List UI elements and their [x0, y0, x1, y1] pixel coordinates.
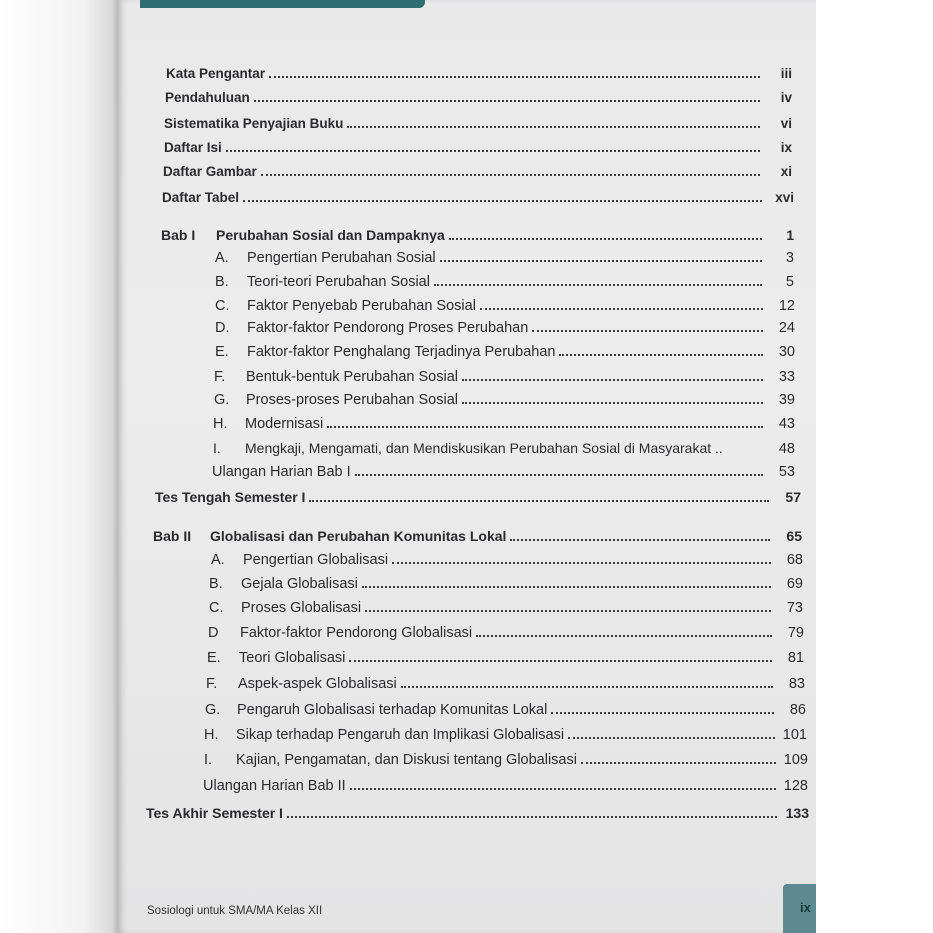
dot-leader	[532, 330, 763, 332]
dot-leader	[254, 100, 760, 102]
subentry-letter: I.	[204, 752, 213, 768]
background-edge	[816, 0, 933, 933]
toc-entry-page: 24	[778, 320, 795, 336]
dot-leader	[449, 238, 762, 240]
subentry-label: Proses Globalisasi	[241, 600, 362, 616]
toc-chapter-bab-2	[153, 528, 802, 545]
toc-entry-page: 39	[778, 392, 795, 408]
toc-subentry	[205, 702, 806, 718]
toc-subentry	[211, 552, 803, 568]
toc-review-bab-1	[212, 464, 795, 480]
toc-entry-page: 1	[786, 227, 794, 243]
toc-entry-tes-akhir	[146, 805, 809, 822]
dot-leader	[269, 76, 760, 78]
toc-subentry	[214, 369, 795, 385]
subentry-label: Kajian, Pengamatan, dan Diskusi tentang Globalisasi	[236, 752, 577, 768]
chapter-code: Bab II	[153, 528, 192, 544]
toc-entry-label: Pendahuluan	[165, 90, 250, 105]
dot-leader	[347, 126, 760, 128]
subentry-label: Mengkaji, Mengamati, dan Mendiskusikan Perubahan Sosial di Masyarakat ..	[245, 440, 723, 456]
toc-entry-sistematika	[164, 116, 792, 132]
subentry-letter: F.	[214, 369, 226, 385]
dot-leader	[327, 426, 763, 428]
subentry-letter: G.	[214, 392, 230, 408]
toc-entry-page: 73	[786, 600, 803, 616]
toc-chapter-bab-1	[161, 227, 794, 244]
toc-subentry	[208, 625, 804, 641]
toc-entry-daftar-tabel	[162, 190, 794, 206]
toc-entry-label: Sistematika Penyajian Buku	[164, 116, 344, 131]
subentry-label: Proses-proses Perubahan Sosial	[246, 392, 458, 408]
toc-subentry	[213, 416, 795, 432]
dot-leader	[551, 712, 774, 714]
toc-entry-page: 65	[786, 528, 802, 544]
toc-entry-page: 81	[787, 650, 804, 666]
toc-entry-page: 5	[785, 274, 794, 290]
subentry-label: Pengertian Perubahan Sosial	[247, 250, 436, 266]
dot-leader	[287, 816, 777, 818]
toc-entry-page: 43	[778, 416, 795, 432]
toc-subentry	[215, 344, 795, 360]
toc-entry-label: Daftar Isi	[164, 140, 222, 155]
subentry-letter: C.	[209, 600, 224, 616]
dot-leader	[401, 686, 773, 688]
dot-leader	[350, 788, 776, 790]
subentry-letter: E.	[215, 344, 229, 360]
subentry-label: Teori-teori Perubahan Sosial	[247, 274, 430, 290]
toc-entry-label: Tes Akhir Semester I	[146, 805, 283, 821]
dot-leader	[243, 200, 762, 202]
subentry-label: Faktor-faktor Pendorong Proses Perubahan	[247, 320, 529, 336]
toc-entry-page: 30	[778, 344, 795, 360]
toc-entry-page: xi	[780, 164, 792, 179]
toc-subentry	[215, 298, 795, 314]
toc-entry-page: 128	[783, 778, 808, 794]
subentry-letter: I.	[213, 440, 221, 456]
toc-entry-page: 79	[787, 625, 804, 641]
subentry-letter: H.	[213, 416, 228, 432]
toc-chapter-heading	[153, 528, 506, 544]
dot-leader	[355, 474, 763, 476]
toc-entry-page: 57	[785, 489, 801, 505]
dot-leader	[434, 284, 762, 286]
subentry-label: Sikap terhadap Pengaruh dan Implikasi Globalisasi	[236, 727, 565, 743]
toc-entry-page: 101	[782, 727, 807, 743]
toc-chapter-heading	[161, 227, 445, 243]
subentry-label: Faktor-faktor Pendorong Globalisasi	[240, 625, 473, 641]
toc-subentry	[213, 440, 795, 457]
dot-leader	[309, 500, 769, 502]
toc-entry-page: vi	[780, 116, 792, 131]
toc-entry-daftar-gambar	[163, 164, 792, 180]
toc-subentry	[204, 752, 808, 768]
dot-leader	[581, 762, 776, 764]
subentry-letter: A.	[215, 250, 229, 266]
toc-entry-page: 86	[789, 702, 806, 718]
header-accent-band	[140, 0, 425, 8]
chapter-code: Bab I	[161, 227, 196, 243]
dot-leader	[510, 539, 770, 541]
subentry-label: Faktor Penyebab Perubahan Sosial	[247, 298, 476, 314]
chapter-title: Perubahan Sosial dan Dampaknya	[216, 227, 445, 243]
subentry-label: Faktor-faktor Penghalang Terjadinya Perubahan	[247, 344, 556, 360]
dot-leader	[365, 610, 771, 612]
toc-subentry	[209, 576, 803, 592]
toc-subentry	[207, 650, 804, 666]
toc-subentry	[206, 676, 805, 692]
subentry-letter: F.	[206, 676, 218, 692]
dot-leader	[362, 586, 771, 588]
dot-leader	[462, 402, 763, 404]
toc-entry-page: 33	[778, 369, 795, 385]
toc-entry-page: 109	[783, 752, 808, 768]
toc-entry-page: 53	[778, 464, 795, 480]
toc-entry-label: Ulangan Harian Bab II	[203, 778, 346, 794]
toc-entry-page: 48	[778, 441, 795, 457]
toc-subentry	[215, 250, 794, 266]
toc-subentry	[214, 392, 795, 408]
subentry-label: Aspek-aspek Globalisasi	[238, 676, 397, 692]
dot-leader	[226, 150, 760, 152]
dot-leader	[261, 174, 760, 176]
subentry-letter: B.	[215, 274, 229, 290]
subentry-letter: H.	[204, 727, 219, 743]
chapter-title: Globalisasi dan Perubahan Komunitas Lokal	[210, 528, 507, 544]
subentry-letter: C.	[215, 298, 230, 314]
toc-entry-daftar-isi	[164, 140, 792, 156]
toc-subentry	[215, 274, 794, 290]
subentry-letter: E.	[207, 650, 221, 666]
subentry-letter: D.	[215, 320, 230, 336]
toc-entry-label: Daftar Tabel	[162, 190, 240, 205]
toc-entry-page: iv	[780, 90, 792, 105]
toc-entry-page: 133	[785, 805, 809, 821]
dot-leader	[392, 562, 771, 564]
toc-entry-tes-tengah	[155, 489, 801, 506]
subentry-label: Pengertian Globalisasi	[243, 552, 389, 568]
toc-entry-page: 68	[786, 552, 803, 568]
subentry-letter: G.	[205, 702, 221, 718]
toc-entry-page: 3	[785, 250, 794, 266]
subentry-label: Modernisasi	[245, 416, 324, 432]
dot-leader	[480, 308, 763, 310]
dot-leader	[462, 379, 763, 381]
subentry-letter: D	[208, 625, 219, 641]
subentry-label: Bentuk-bentuk Perubahan Sosial	[246, 369, 459, 385]
footer-book-title: Sosiologi untuk SMA/MA Kelas XII	[147, 905, 323, 917]
footer-page-number: ix	[800, 900, 811, 915]
subentry-letter: A.	[211, 552, 225, 568]
subentry-letter: B.	[209, 576, 223, 592]
toc-entry-page: 12	[778, 298, 795, 314]
dot-leader	[476, 635, 772, 637]
toc-subentry	[215, 320, 795, 336]
toc-entry-label: Tes Tengah Semester I	[155, 489, 306, 505]
toc-review-bab-2	[203, 778, 808, 794]
dot-leader	[559, 354, 763, 356]
book-spine	[0, 0, 118, 933]
dot-leader	[440, 260, 762, 262]
toc-entry-label: Kata Pengantar	[166, 66, 266, 81]
toc-entry-page: 69	[786, 576, 803, 592]
toc-entry-page: ix	[780, 140, 792, 155]
toc-entry-page: iii	[780, 66, 792, 81]
toc-subentry	[209, 600, 803, 616]
dot-leader	[349, 660, 772, 662]
toc-entry-label: Ulangan Harian Bab I	[212, 464, 351, 480]
toc-entry-kata-pengantar	[166, 66, 792, 82]
toc-entry-page: 83	[788, 676, 805, 692]
subentry-label: Pengaruh Globalisasi terhadap Komunitas Lokal	[237, 702, 548, 718]
dot-leader	[568, 737, 775, 739]
subentry-label: Gejala Globalisasi	[241, 576, 358, 592]
subentry-label: Teori Globalisasi	[239, 650, 346, 666]
toc-entry-pendahuluan	[165, 90, 792, 106]
toc-entry-page: xvi	[775, 190, 794, 205]
toc-subentry	[204, 727, 807, 743]
toc-entry-label: Daftar Gambar	[163, 164, 257, 179]
